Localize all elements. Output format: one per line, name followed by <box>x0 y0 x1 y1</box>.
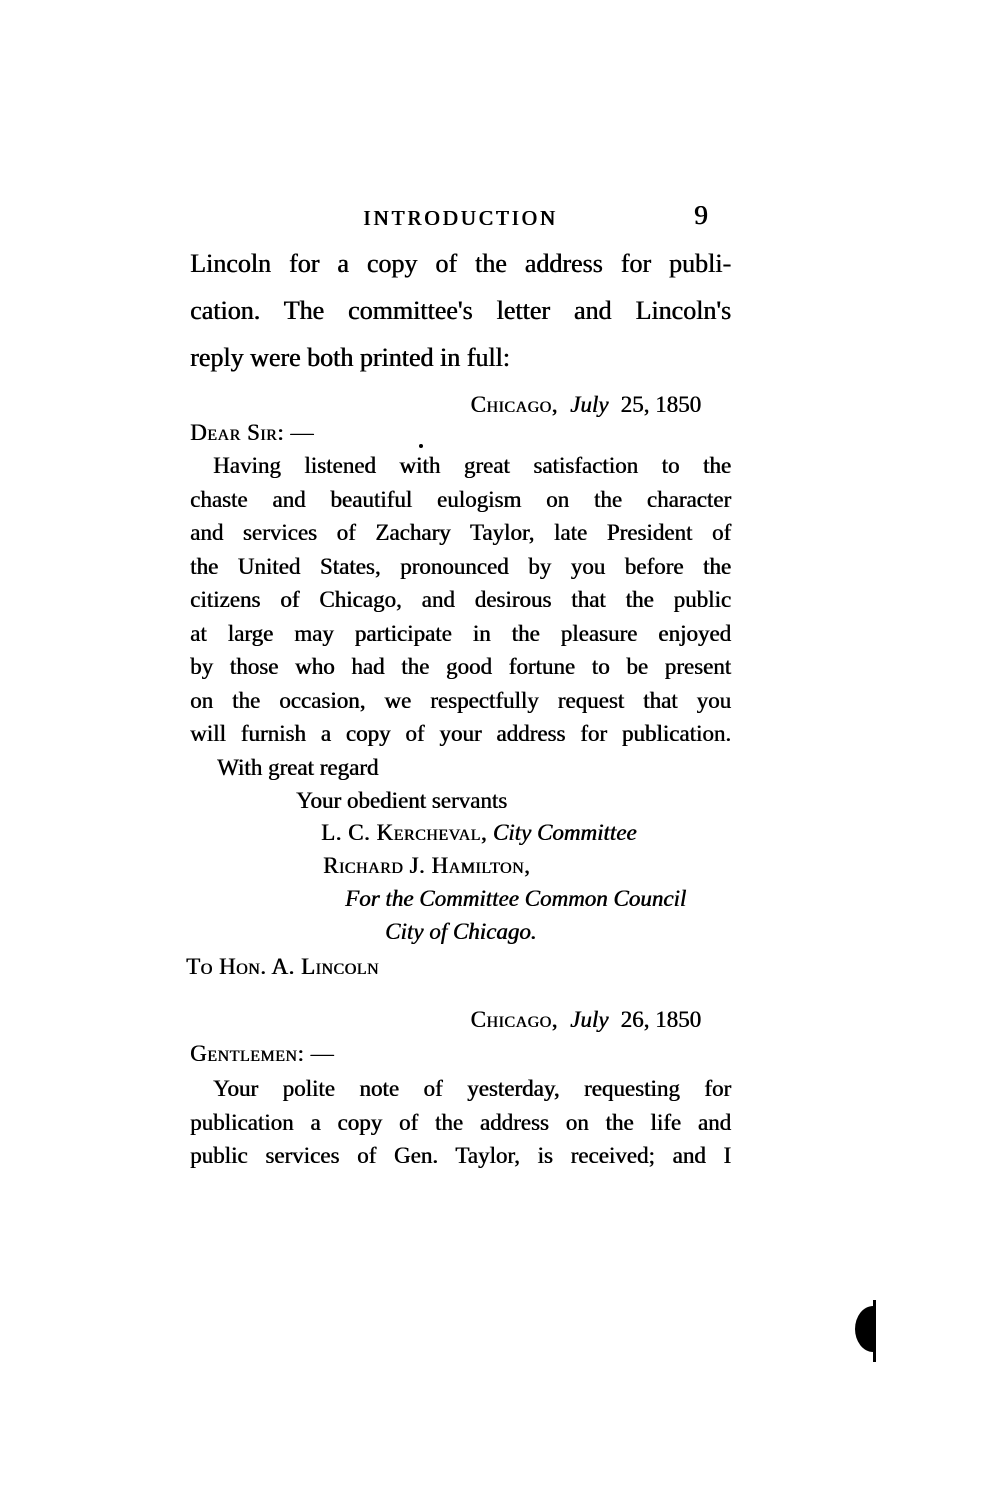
letter2-dateline <box>190 1007 701 1033</box>
intro-line: reply were both printed in full: <box>190 343 510 372</box>
letter2-body-line: public services of Gen. Taylor, is received; and I <box>190 1143 731 1168</box>
letter2-body <box>190 1072 731 1173</box>
letter1-body-line: Having listened with great satisfaction to the <box>213 453 731 478</box>
letter1-body-line: citizens of Chicago, and desirous that the public <box>190 587 731 612</box>
committee-line: For the Committee Common Council <box>345 885 687 911</box>
addressee-line: To Hon. A. Lincoln <box>186 954 379 979</box>
intro-line: cation. The committee's letter and Lincoln's <box>190 296 731 325</box>
dateline-place: Chicago, <box>470 1007 558 1032</box>
letter1-body-line: chaste and beautiful eulogism on the character <box>190 486 731 512</box>
intro-line: Lincoln for a copy of the address for publi- <box>190 249 731 278</box>
page-number: 9 <box>694 200 708 230</box>
letter1-signature-block <box>190 752 731 948</box>
letter1-body-line: on the occasion, we respectfully request that you <box>190 687 731 713</box>
letter2-body-line: publication a copy of the address on the life and <box>190 1109 731 1135</box>
city-line: City of Chicago. <box>385 918 537 944</box>
dateline-month: July <box>570 392 609 417</box>
dateline-day-year: 25, 1850 <box>620 392 701 417</box>
servants-line: Your obedient servants <box>296 787 508 813</box>
dateline-month: July <box>570 1007 609 1032</box>
signature-kercheval <box>190 817 731 850</box>
letter2-salutation: Gentlemen: — <box>190 1041 334 1066</box>
ink-blot-tail-artifact <box>873 1300 876 1362</box>
letter1-body-line: at large may participate in the pleasure enjoyed <box>190 620 731 646</box>
letter1-body <box>190 449 731 751</box>
letter1-body-line: the United States, pronounced by you before the <box>190 553 731 579</box>
letter1-dateline <box>190 392 701 418</box>
intro-paragraph <box>190 240 731 381</box>
dateline-place: Chicago, <box>470 392 558 417</box>
signer-name: L. C. Kercheval, <box>321 820 488 846</box>
signer-title: City Committee <box>492 820 637 846</box>
letter1-salutation: Dear Sir: — <box>190 420 314 445</box>
letter1-body-line: will furnish a copy of your address for publication. <box>190 721 731 746</box>
dateline-day-year: 26, 1850 <box>620 1007 701 1032</box>
signature-hamilton: Richard J. Hamilton, <box>323 853 531 879</box>
closing-line: With great regard <box>217 755 379 780</box>
scan-speck-artifact <box>419 444 423 448</box>
letter1-body-line: and services of Zachary Taylor, late President of <box>190 520 731 545</box>
running-head: INTRODUCTION <box>363 206 558 230</box>
letter2-body-line: Your polite note of yesterday, requesting for <box>213 1076 731 1101</box>
letter1-body-line: by those who had the good fortune to be present <box>190 654 731 679</box>
